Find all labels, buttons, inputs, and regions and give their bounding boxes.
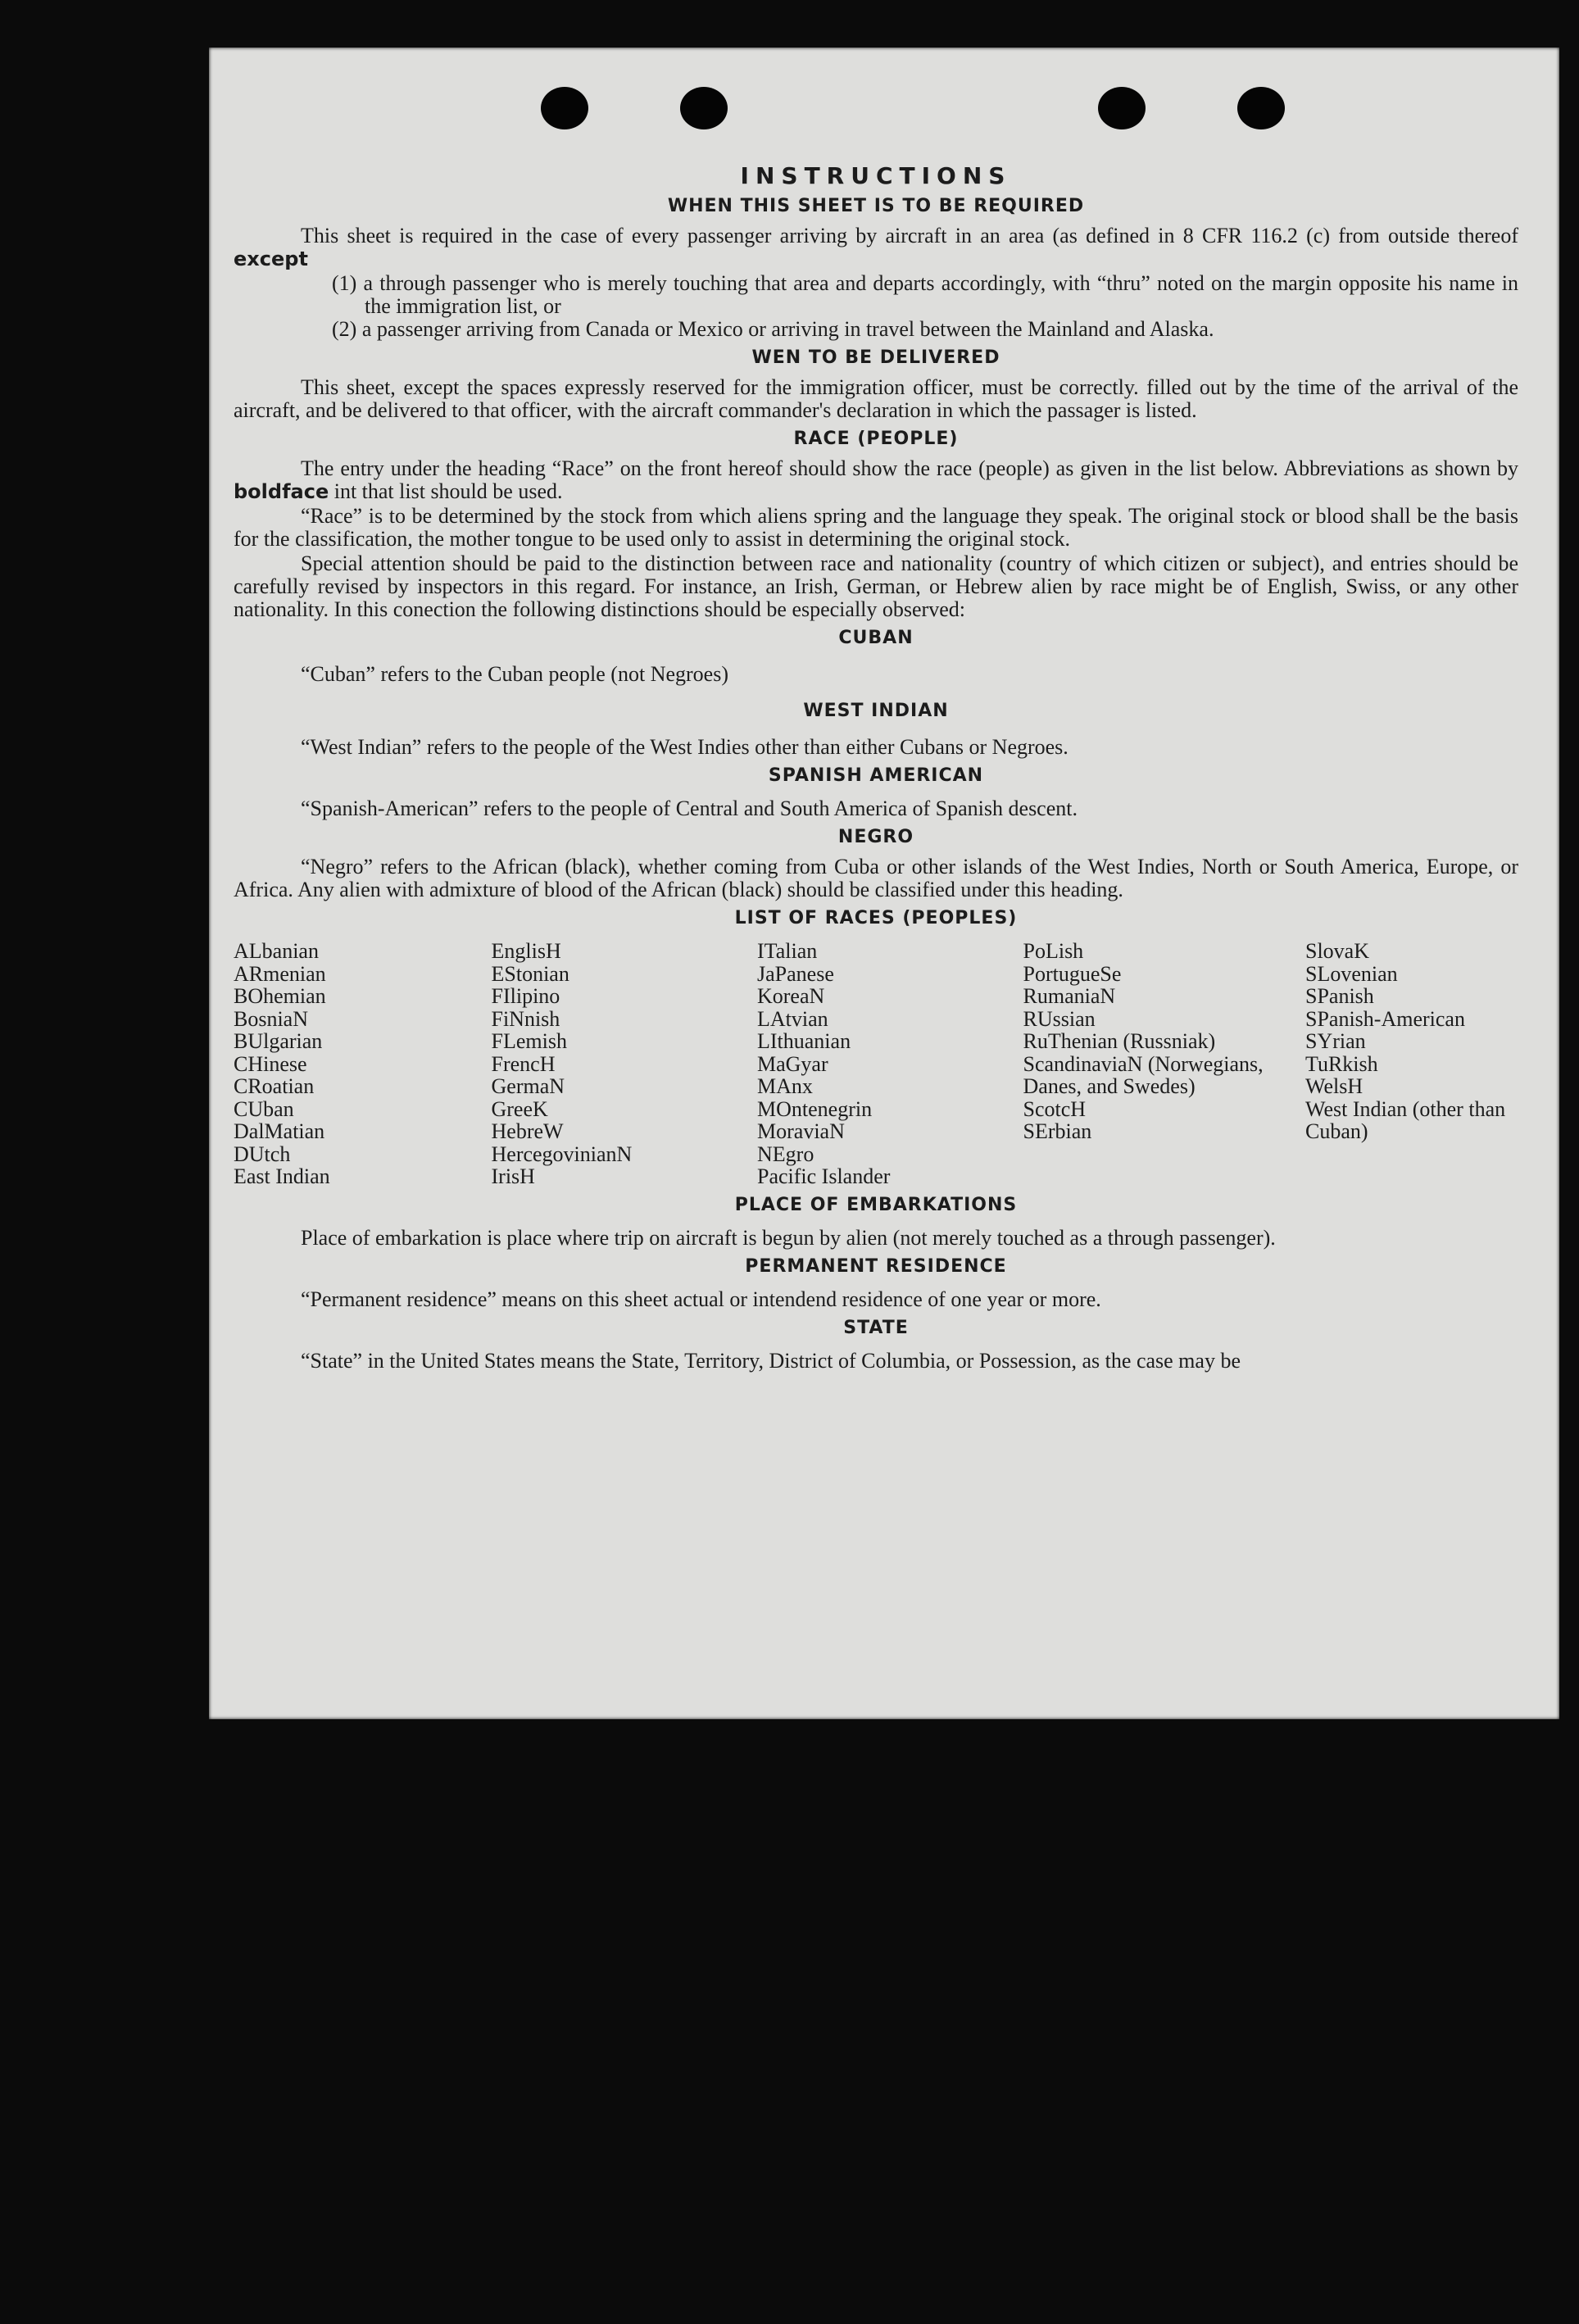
race-item: FIlipino (491, 984, 560, 1008)
race-item: FiNnish (491, 1006, 560, 1031)
section-heading-when-required: WHEN THIS SHEET IS TO BE REQUIRED (667, 196, 1085, 216)
races-column-1 (234, 940, 471, 1188)
race-item: RumaniaN (1023, 984, 1116, 1008)
race-item: JaPanese (757, 961, 834, 986)
race-item: MAnx (757, 1074, 813, 1098)
race-item: DalMatian (234, 1119, 325, 1143)
paper-sheet (209, 48, 1559, 1719)
race-item: RUssian (1023, 1006, 1096, 1031)
embarkation-text: Place of embarkation is place where trip on aircraft is begun by alien (not merely touched as a through passenger). (301, 1225, 1276, 1250)
race-item: FLemish (491, 1029, 567, 1053)
section-heading-negro: NEGRO (837, 827, 914, 847)
when-required-item-1: (1) a through passenger who is merely touching that area and departs accordingly, with “thru” noted on the margin opposite his name in the immigration list, or (332, 271, 1518, 318)
except-bold: except (234, 247, 308, 270)
race-item: NEgro (757, 1142, 814, 1166)
races-column-5 (1305, 940, 1518, 1188)
section-heading-list-of-races: LIST OF RACES (PEOPLES) (734, 908, 1018, 928)
race-item: WelsH (1305, 1074, 1363, 1098)
race-item: West Indian (other than Cuban) (1305, 1096, 1506, 1143)
race-item: KoreaN (757, 984, 825, 1008)
document-body (234, 162, 1518, 1374)
punch-hole (1098, 87, 1146, 129)
race-item: Pacific Islander (757, 1164, 891, 1188)
section-heading-race: RACE (PEOPLE) (793, 429, 959, 449)
race-item: SLovenian (1305, 961, 1398, 986)
section-heading-when-delivered: WEN TO BE DELIVERED (751, 347, 1000, 368)
races-column-4 (1023, 940, 1286, 1188)
race-item: HebreW (491, 1119, 564, 1143)
race-item: HercegovinianN (491, 1142, 633, 1166)
race-item: RuThenian (Russniak) (1023, 1029, 1216, 1053)
race-item: PoLish (1023, 939, 1084, 963)
section-heading-residence: PERMANENT RESIDENCE (745, 1255, 1007, 1277)
punch-hole (680, 87, 728, 129)
race-item: DUtch (234, 1142, 291, 1166)
race-paragraph-3: Special attention should be paid to the distinction between race and nationality (country of which citizen or subject), and entries should be carefully revised by inspectors in this regard. For instance, an Irish, German, or Hebrew alien by race might be of English, Swiss, or any other nationality. In this conection the following distinctions should be especially observed: (234, 551, 1518, 621)
races-list (234, 940, 1518, 1188)
race-item: IrisH (491, 1164, 535, 1188)
race-item: SPanish (1305, 984, 1374, 1008)
spanish-american-text: “Spanish-American” refers to the people of Central and South America of Spanish descent. (301, 797, 1078, 820)
section-heading-embarkation: PLACE OF EMBARKATIONS (734, 1194, 1018, 1215)
race-item: ALbanian (234, 939, 319, 963)
race-paragraph-2: “Race” is to be determined by the stock from which aliens spring and the language they speak. The original stock or blood shall be the basis for the classification, the mother tongue to be used only to assist in determining the original stock. (234, 504, 1518, 551)
races-column-3 (757, 940, 1003, 1188)
race-item: BosniaN (234, 1006, 308, 1031)
negro-text: “Negro” refers to the African (black), whether coming from Cuba or other islands of the West Indies, North or South America, Europe, or Africa. Any alien with admixture of blood of the African (black) should be classified under this heading. (234, 855, 1518, 901)
race-item: MaGyar (757, 1051, 828, 1076)
residence-text: “Permanent residence” means on this sheet actual or intendend residence of one year or more. (301, 1287, 1101, 1311)
race-item: CHinese (234, 1051, 307, 1076)
punch-hole (1237, 87, 1285, 129)
races-column-2 (492, 940, 737, 1188)
cuban-text: “Cuban” refers to the Cuban people (not Negroes) (301, 662, 728, 686)
race-item: MoraviaN (757, 1119, 845, 1143)
race-item: CUban (234, 1096, 294, 1121)
race-item: GreeK (491, 1096, 548, 1121)
race-item: MOntenegrin (757, 1096, 873, 1121)
race-item: ScotcH (1023, 1096, 1087, 1121)
race-item: ScandinaviaN (Norwegians, Danes, and Swedes) (1023, 1051, 1264, 1098)
when-delivered-text: This sheet, except the spaces expressly reserved for the immigration officer, must be correctly. filled out by the time of the arrival of the aircraft, and be delivered to that officer, with the aircraft commander's declaration in which the passager is listed. (234, 375, 1518, 422)
section-heading-state: STATE (843, 1317, 909, 1338)
race-item: SYrian (1305, 1029, 1366, 1053)
document-title: INSTRUCTIONS (740, 162, 1012, 189)
west-indian-text: “West Indian” refers to the people of the West Indies other than either Cubans or Negroes. (301, 735, 1069, 759)
section-heading-cuban: CUBAN (838, 628, 914, 648)
when-required-item-2: (2) a passenger arriving from Canada or Mexico or arriving in travel between the Mainland and Alaska. (332, 317, 1214, 341)
race-item: EStonian (491, 961, 569, 986)
race-item: SlovaK (1305, 939, 1369, 963)
section-heading-spanish-american: SPANISH AMERICAN (768, 765, 984, 786)
race-item: GermaN (491, 1074, 565, 1098)
race-paragraph-1: The entry under the heading “Race” on the front hereof should show the race (people) as given in the list below. Abbreviations as shown by boldface int that list should be used. (234, 456, 1518, 503)
race-item: East Indian (234, 1164, 330, 1188)
state-text: “State” in the United States means the State, Territory, District of Columbia, or Possession, as the case may be (301, 1348, 1241, 1373)
race-item: LAtvian (757, 1006, 828, 1031)
race-item: CRoatian (234, 1074, 315, 1098)
race-item: LIthuanian (757, 1029, 851, 1053)
race-item: ARmenian (234, 961, 326, 986)
race-item: PortugueSe (1023, 961, 1122, 986)
when-required-intro: This sheet is required in the case of every passenger arriving by aircraft in an area (as defined in 8 CFR 116.2 (c) from outside thereof except (234, 224, 1518, 270)
race-item: ITalian (757, 939, 818, 963)
race-item: BOhemian (234, 984, 326, 1008)
race-item: SErbian (1023, 1119, 1092, 1143)
boldface-bold: boldface (234, 480, 329, 503)
race-item: BUlgarian (234, 1029, 323, 1053)
race-item: EnglisH (491, 939, 561, 963)
race-item: FrencH (491, 1051, 556, 1076)
race-item: SPanish-American (1305, 1006, 1465, 1031)
punch-hole (541, 87, 588, 129)
section-heading-west-indian: WEST INDIAN (803, 701, 949, 721)
race-item: TuRkish (1305, 1051, 1378, 1076)
